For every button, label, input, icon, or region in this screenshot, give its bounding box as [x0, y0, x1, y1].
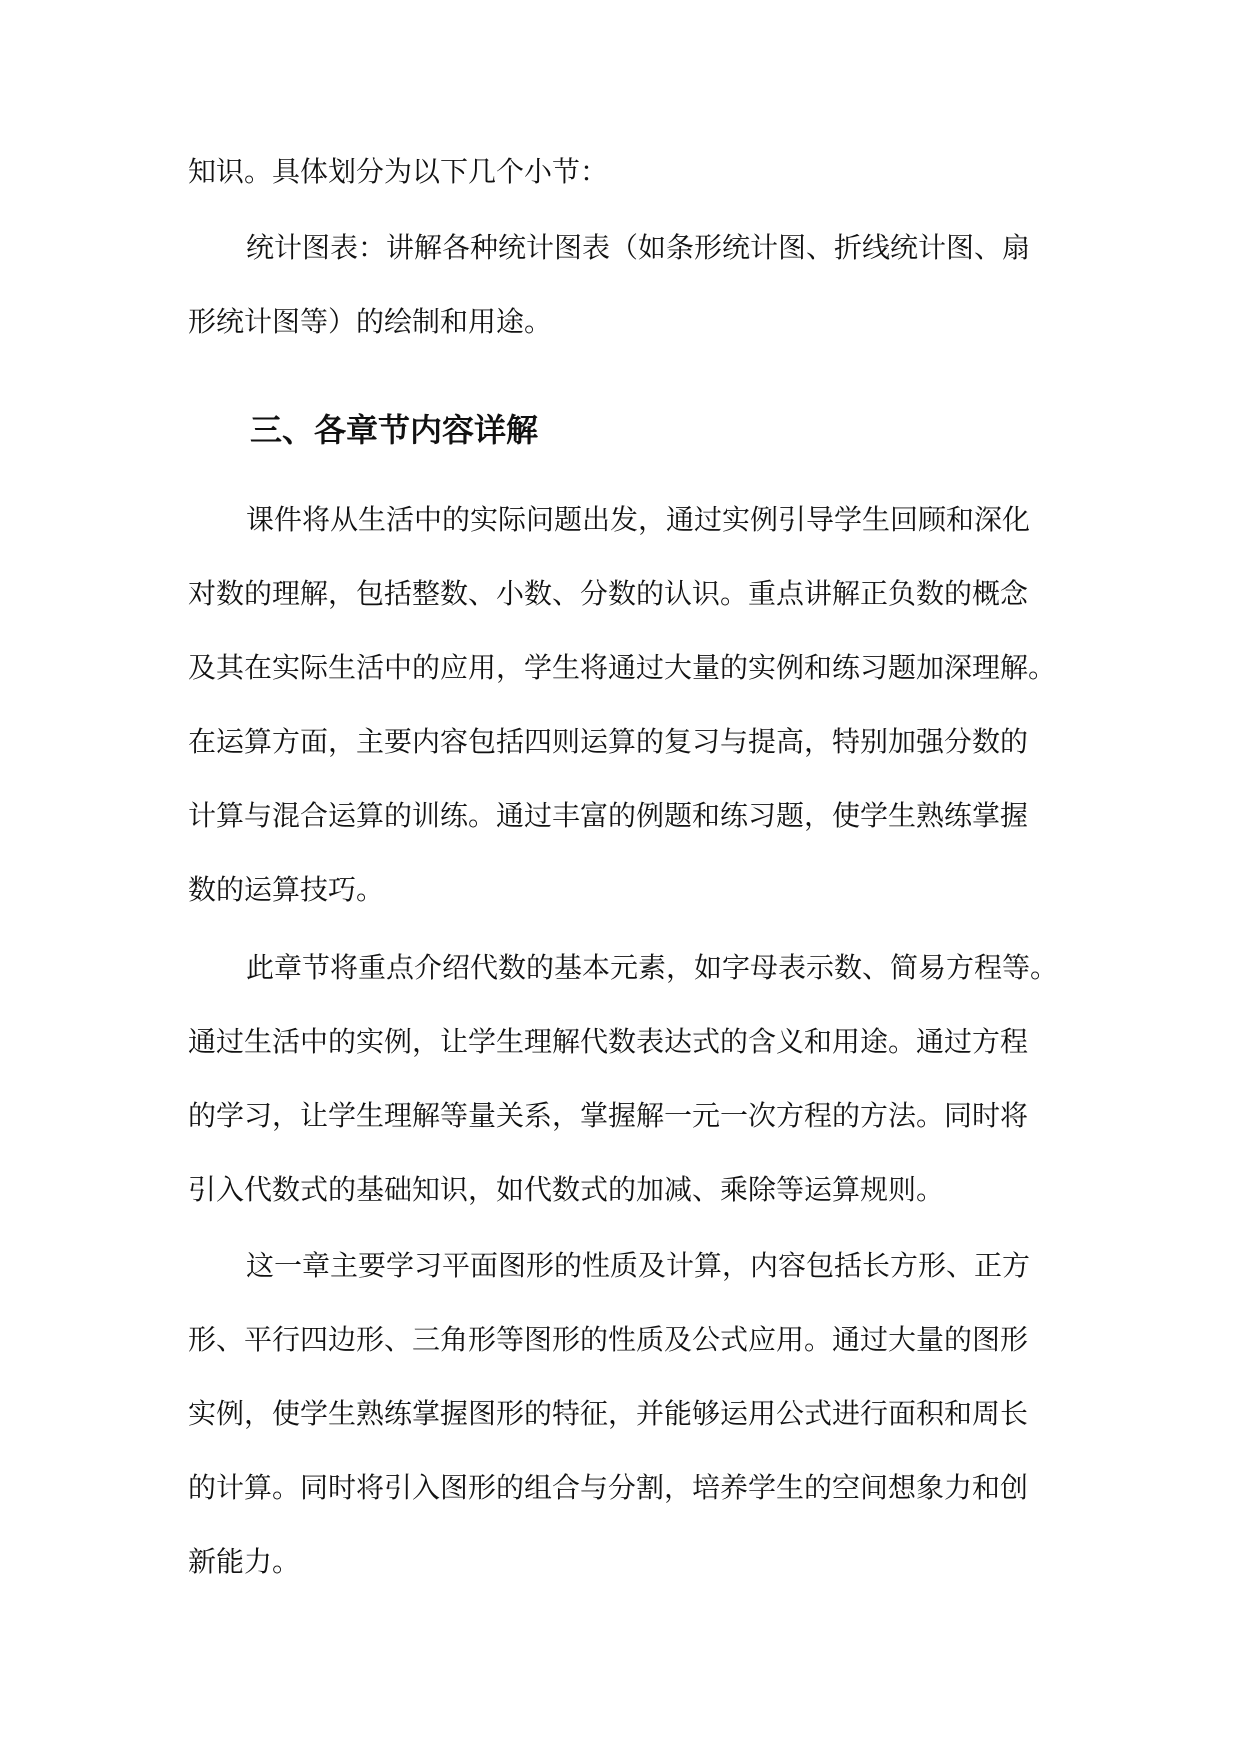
section-heading: 三、各章节内容详解 — [250, 411, 539, 449]
paragraph-line: 的计算。同时将引入图形的组合与分割，培养学生的空间想象力和创 — [188, 1471, 1029, 1504]
paragraph-line: 形、平行四边形、三角形等图形的性质及公式应用。通过大量的图形 — [188, 1323, 1029, 1356]
paragraph-line: 通过生活中的实例，让学生理解代数表达式的含义和用途。通过方程 — [188, 1025, 1029, 1058]
paragraph-line: 数的运算技巧。 — [188, 873, 385, 906]
paragraph-line: 的学习，让学生理解等量关系，掌握解一元一次方程的方法。同时将 — [188, 1099, 1029, 1132]
paragraph-line: 在运算方面，主要内容包括四则运算的复习与提高，特别加强分数的 — [188, 725, 1029, 758]
paragraph-line: 这一章主要学习平面图形的性质及计算，内容包括长方形、正方 — [246, 1249, 1031, 1282]
paragraph-line: 及其在实际生活中的应用，学生将通过大量的实例和练习题加深理解。 — [188, 651, 1057, 684]
paragraph-line: 引入代数式的基础知识，如代数式的加减、乘除等运算规则。 — [188, 1173, 945, 1206]
paragraph-line: 实例，使学生熟练掌握图形的特征，并能够运用公式进行面积和周长 — [188, 1397, 1029, 1430]
paragraph-line: 知识。具体划分为以下几个小节： — [188, 155, 609, 188]
paragraph-line: 对数的理解，包括整数、小数、分数的认识。重点讲解正负数的概念 — [188, 577, 1029, 610]
paragraph-line: 计算与混合运算的训练。通过丰富的例题和练习题，使学生熟练掌握 — [188, 799, 1029, 832]
paragraph-line: 统计图表：讲解各种统计图表（如条形统计图、折线统计图、扇 — [246, 231, 1031, 264]
paragraph-line: 新能力。 — [188, 1545, 301, 1578]
paragraph-line: 形统计图等）的绘制和用途。 — [188, 305, 553, 338]
paragraph-line: 此章节将重点介绍代数的基本元素，如字母表示数、简易方程等。 — [246, 951, 1059, 984]
paragraph-line: 课件将从生活中的实际问题出发，通过实例引导学生回顾和深化 — [246, 503, 1031, 536]
